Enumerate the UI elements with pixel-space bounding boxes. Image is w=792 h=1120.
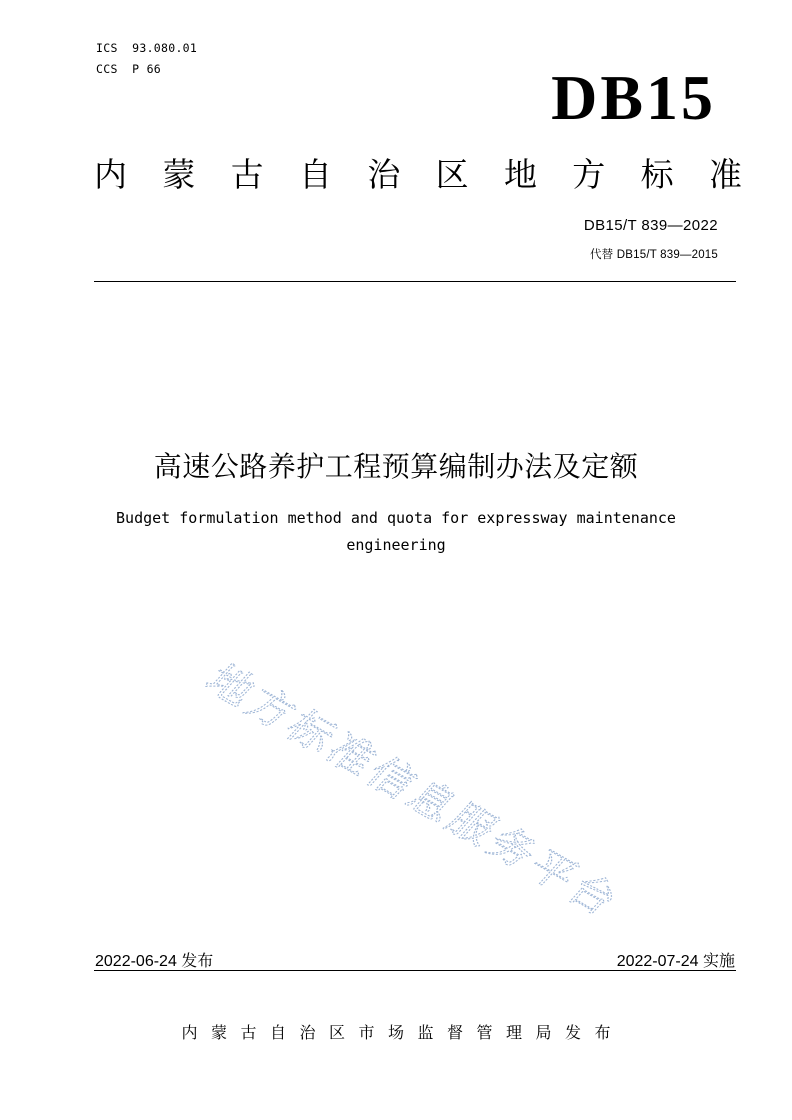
english-title-line: engineering (346, 536, 446, 554)
implementation-date: 2022-07-24 实施 (616, 953, 735, 970)
watermark-char: 方 (235, 680, 305, 739)
document-title-english (96, 505, 696, 559)
standard-type-char: 蒙 (162, 155, 196, 194)
standard-type-char: 内 (94, 155, 127, 194)
standard-type-char: 方 (572, 155, 606, 194)
document-title-chinese: 高速公路养护工程预算编制办法及定额 (153, 450, 639, 483)
standard-type-char: 准 (708, 155, 742, 194)
standard-type-char: 区 (435, 155, 469, 194)
watermark-char: 息 (396, 773, 466, 832)
standard-type-char: 自 (298, 155, 332, 194)
watermark-char: 准 (315, 726, 386, 785)
header-divider (94, 281, 736, 282)
footer-divider (94, 970, 736, 971)
replaces-standard: 代替 DB15/T 839—2015 (589, 249, 718, 261)
watermark-text (195, 657, 626, 924)
watermark-char: 平 (516, 843, 587, 901)
standard-type-char: 治 (367, 155, 401, 194)
english-title-line: Budget formulation method and quota for expressway maintenance (116, 509, 676, 527)
watermark-char: 台 (557, 866, 627, 925)
watermark-char: 务 (476, 819, 547, 878)
standard-type-heading (94, 150, 742, 200)
standard-number: DB15/T 839—2022 (583, 217, 718, 234)
standard-type-char: 标 (640, 155, 674, 194)
publisher: 内蒙古自治区市场监督管理局发布 (181, 1023, 624, 1042)
watermark (190, 650, 660, 950)
issue-date: 2022-06-24 发布 (95, 953, 214, 970)
standard-code-logo: DB15 (551, 62, 716, 133)
watermark-char: 标 (275, 703, 346, 762)
watermark-char: 地 (195, 657, 265, 716)
standard-type-char: 古 (230, 155, 264, 194)
ics-code: ICS 93.080.01 (96, 41, 198, 55)
ccs-code: CCS P 66 (96, 62, 162, 76)
watermark-char: 服 (436, 796, 507, 855)
watermark-char: 信 (356, 750, 426, 808)
standard-type-char: 地 (503, 155, 537, 194)
